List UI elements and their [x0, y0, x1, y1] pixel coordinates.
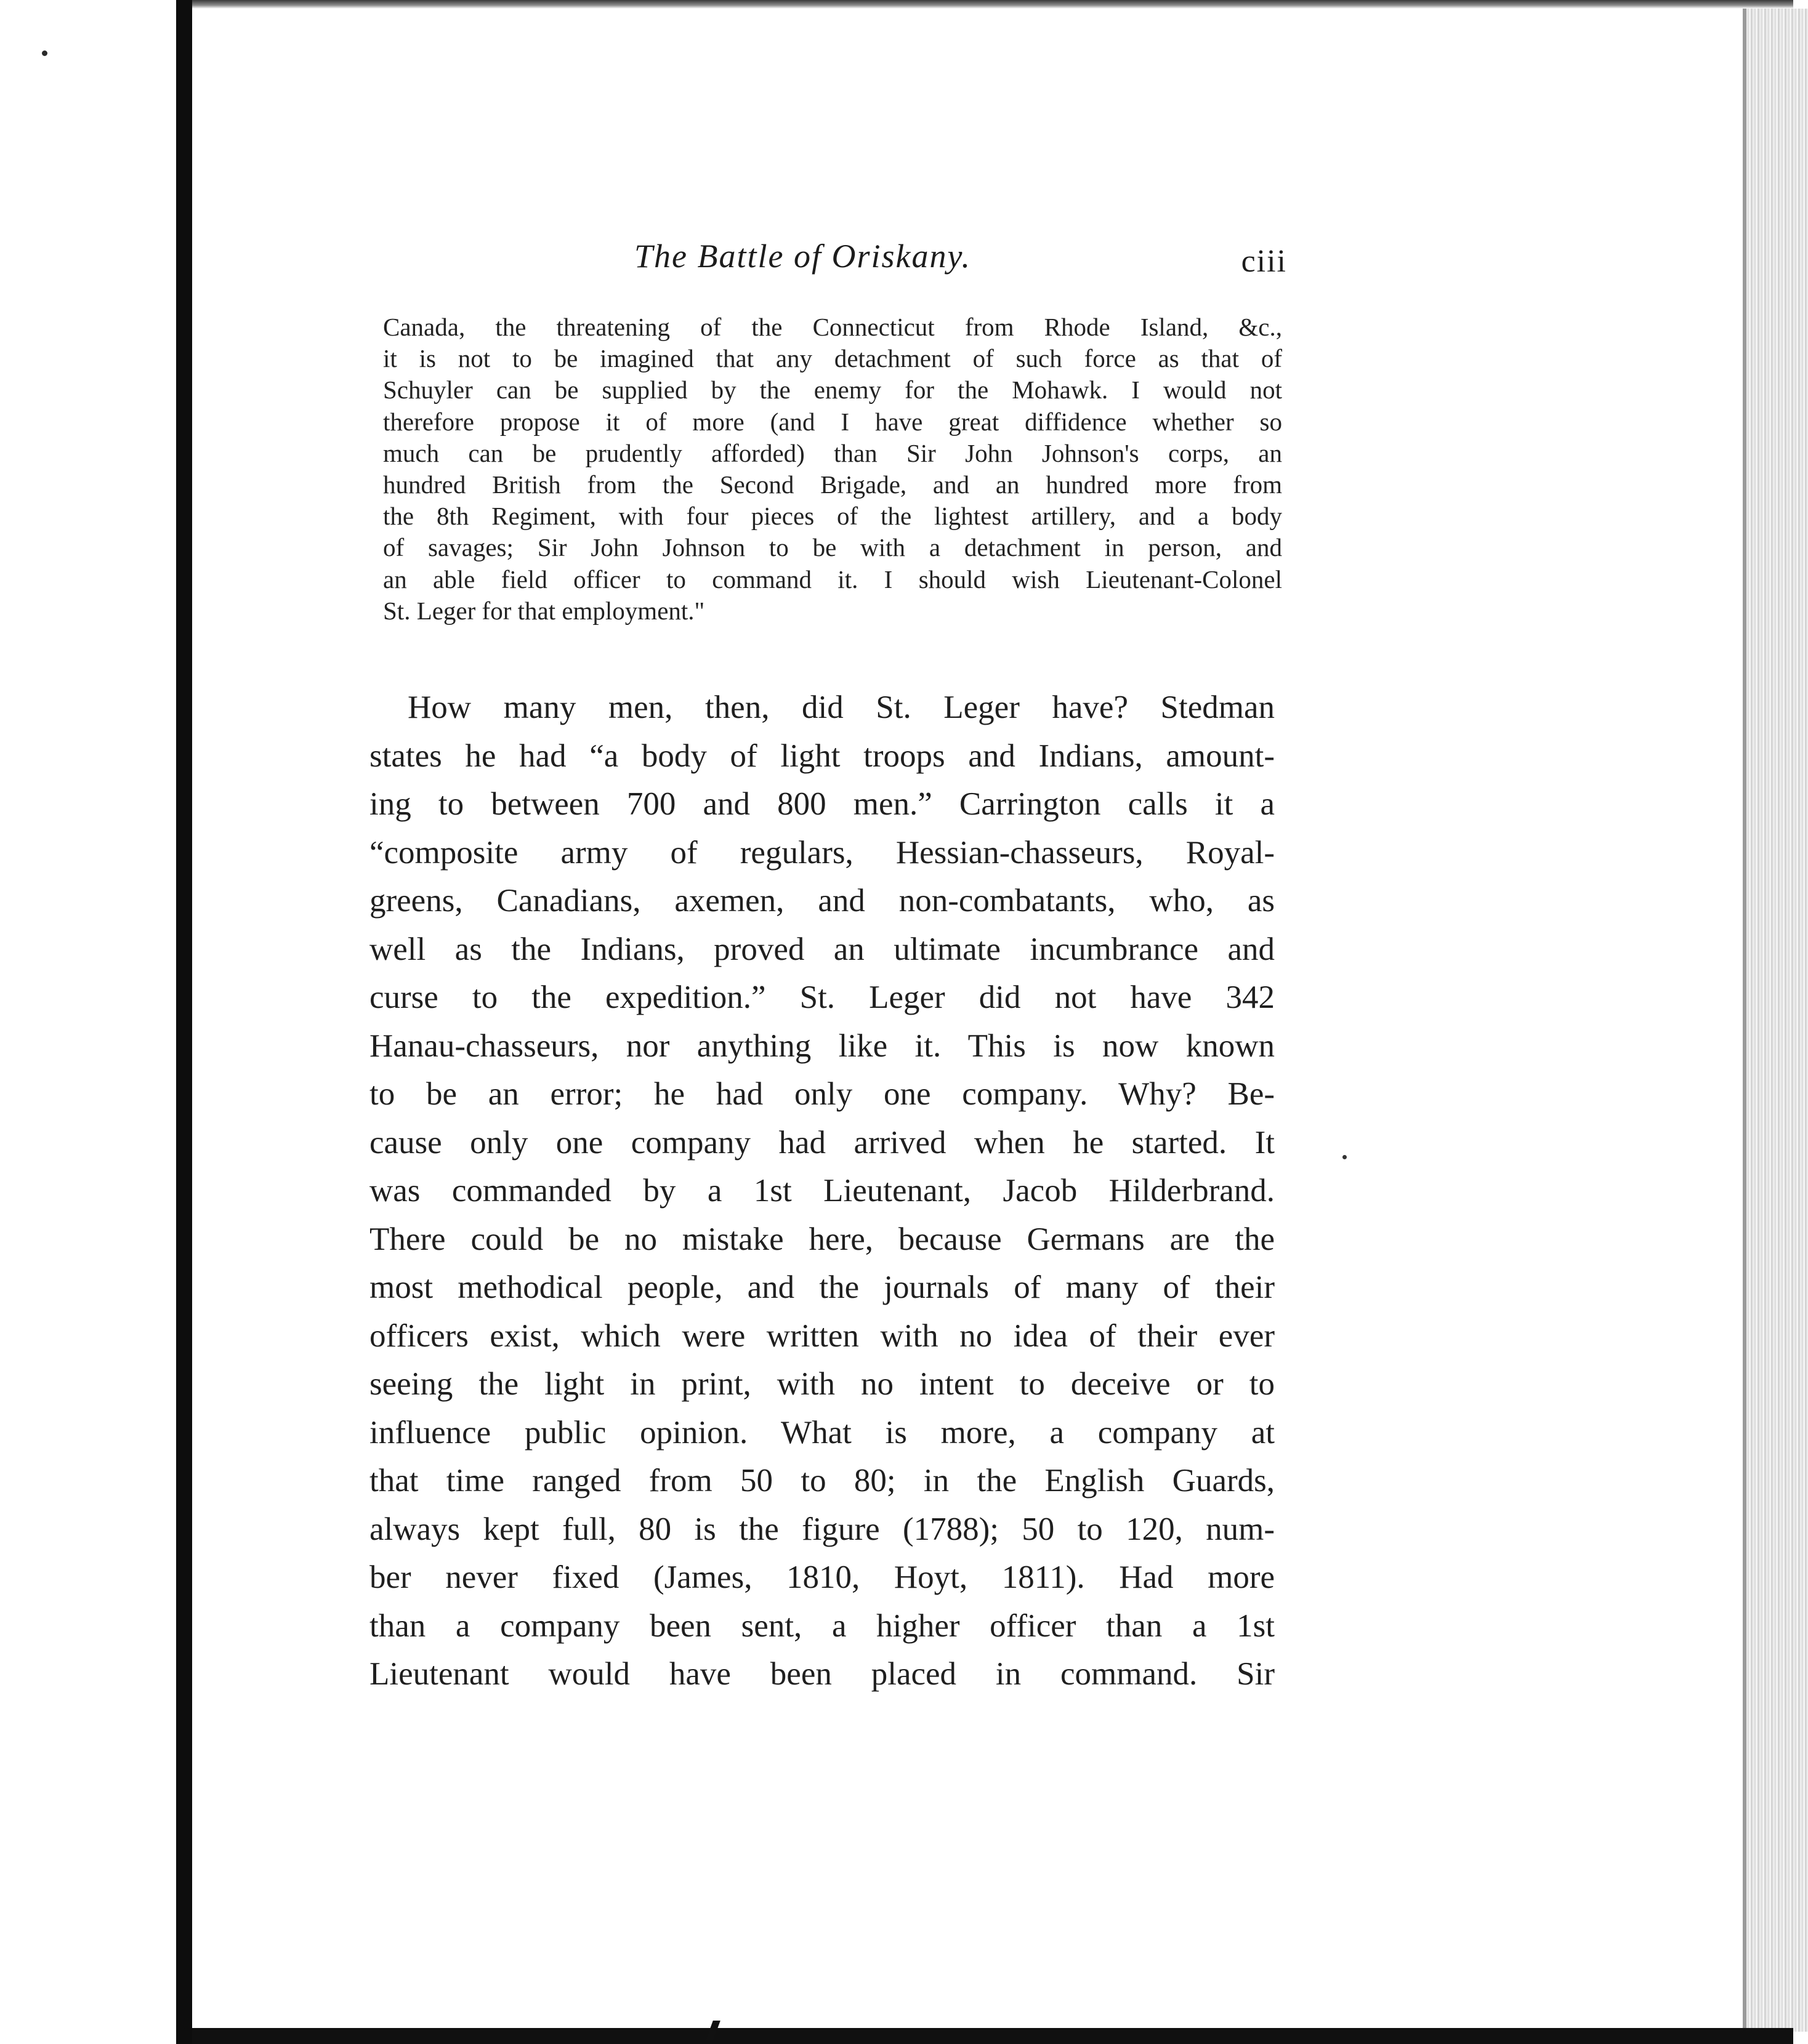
body-line: that time ranged from 50 to 80; in the English Guards,	[369, 1463, 1275, 1499]
body-line: was commanded by a 1st Lieutenant, Jacob Hilderbrand.	[369, 1173, 1275, 1209]
page-fore-edge	[1746, 9, 1808, 2032]
quote-line: Canada, the threatening of the Connecticut from Rhode Island, &c.,	[383, 313, 1282, 341]
body-line: curse to the expedition.” St. Leger did not have 342	[369, 980, 1275, 1015]
page-top-edge	[192, 0, 1793, 9]
body-line: ber never fixed (James, 1810, Hoyt, 1811). Had more	[369, 1559, 1275, 1595]
body-line: most methodical people, and the journals of many of their	[369, 1269, 1275, 1305]
body-line: to be an error; he had only one company. Why? Be-	[369, 1076, 1275, 1112]
body-line: officers exist, which were written with no idea of their ever	[369, 1318, 1275, 1354]
body-line: influence public opinion. What is more, a company at	[369, 1414, 1275, 1451]
quote-line: Schuyler can be supplied by the enemy for the Mohawk. I would not	[383, 376, 1282, 404]
block-quote	[383, 312, 1282, 627]
margin-speck	[42, 50, 47, 56]
body-line: There could be no mistake here, because Germans are the	[369, 1221, 1275, 1257]
quote-line: of savages; Sir John Johnson to be with a detachment in person, and	[383, 533, 1282, 562]
quote-line: much can be prudently afforded) than Sir John Johnson's corps, an	[383, 438, 1282, 467]
body-paragraph	[369, 683, 1275, 1699]
body-line: than a company been sent, a higher officer than a 1st	[369, 1607, 1275, 1644]
body-line: greens, Canadians, axemen, and non-combatants, who, as	[369, 883, 1275, 919]
body-line: “composite army of regulars, Hessian-chasseurs, Royal-	[369, 834, 1275, 871]
quote-line: the 8th Regiment, with four pieces of the lightest artillery, and a body	[383, 502, 1282, 531]
body-line: cause only one company had arrived when he started. It	[369, 1124, 1275, 1161]
body-line: ing to between 700 and 800 men.” Carrington calls it a	[369, 786, 1275, 822]
quote-line: hundred British from the Second Brigade, and an hundred more from	[383, 470, 1282, 499]
facing-page-margin	[0, 0, 180, 2044]
book-gutter-shadow	[176, 0, 192, 2044]
page-bottom-edge	[192, 2028, 1793, 2044]
body-line: seeing the light in print, with no intent to deceive or to	[369, 1366, 1275, 1402]
page-number: ciii	[1241, 244, 1287, 279]
body-line: How many men, then, did St. Leger have? Stedman	[408, 690, 1275, 725]
body-line: always kept full, 80 is the figure (1788); 50 to 120, num-	[369, 1511, 1275, 1547]
body-line: Lieutenant would have been placed in command. Sir	[369, 1656, 1275, 1692]
quote-line: it is not to be imagined that any detachment of such force as that of	[383, 344, 1282, 373]
body-line: well as the Indians, proved an ultimate incumbrance and	[369, 931, 1275, 967]
body-line: Hanau-chasseurs, nor anything like it. This is now known	[369, 1028, 1275, 1064]
running-title: The Battle of Oriskany.	[634, 238, 971, 275]
running-header	[376, 237, 1287, 292]
quote-line: an able field officer to command it. I should wish Lieutenant-Colonel	[383, 565, 1282, 593]
quote-line: St. Leger for that employment."	[383, 596, 705, 625]
body-line: states he had “a body of light troops and Indians, amount-	[369, 738, 1275, 774]
quote-line: therefore propose it of more (and I have great diffidence whether so	[383, 407, 1282, 436]
ink-speck	[1342, 1155, 1347, 1159]
